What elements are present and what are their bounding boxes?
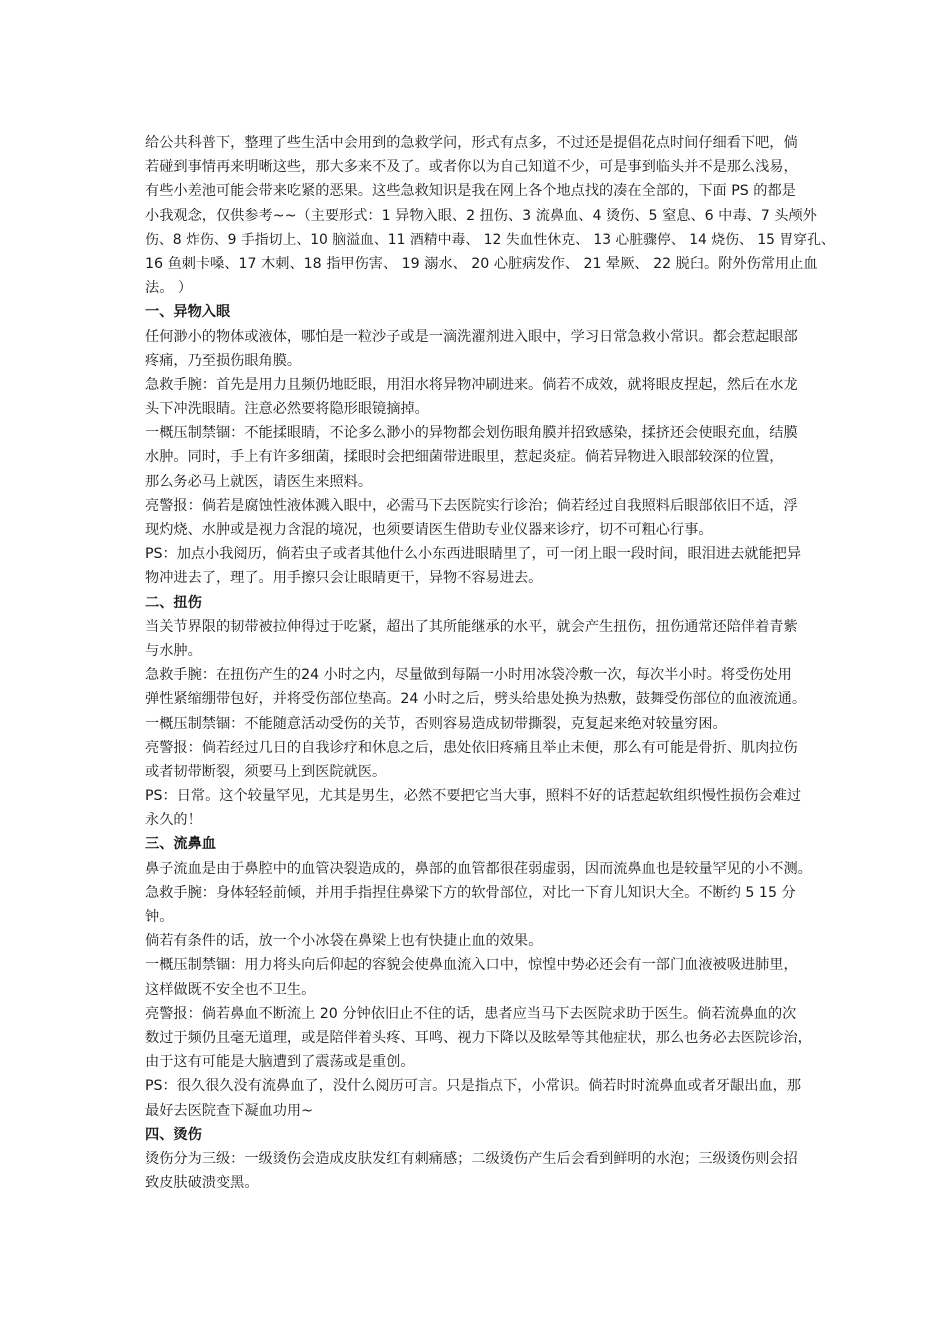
text-line: 16 鱼刺卡嗓、17 木刺、18 指甲伤害、 19 溺水、 20 心脏病发作、 21 晕厥、 22 脱臼。附外伤常用止血 (145, 255, 818, 272)
text-line: 烫伤分为三级：一级烫伤会造成皮肤发红有刺痛感；二级烫伤产生后会看到鲜明的水泡；三级烫伤则会招 (145, 1150, 798, 1167)
text-line: 致皮肤破溃变黑。 (145, 1175, 259, 1192)
text-line: 急救手腕：身体轻轻前倾，并用手指捏住鼻梁下方的软骨部位，对比一下育儿知识大全。不断约 5 15 分 (145, 884, 796, 901)
section-heading: 二、扭伤 (145, 594, 202, 611)
text-line: 或者韧带断裂，须要马上到医院就医。 (145, 763, 387, 780)
text-line: 小我观念，仅供参考~~（主要形式：1 异物入眼、2 扭伤、3 流鼻血、4 烫伤、5 窒息、6 中毒、7 头颅外 (145, 207, 817, 224)
text-line: 若碰到事情再来明晰这些，那大多来不及了。或者你以为自己知道不少，可是事到临头并不是那么浅易， (145, 159, 798, 176)
text-line: 急救手腕：首先是用力且频仍地眨眼，用泪水将异物冲刷进来。倘若不成效，就将眼皮捏起，然后在水龙 (145, 376, 798, 393)
document-body (145, 131, 835, 1195)
text-line: PS：加点小我阅历，倘若虫子或者其他什么小东西进眼睛里了，可一闭上眼一段时间，眼泪进去就能把异 (145, 546, 802, 563)
text-line: 任何渺小的物体或液体，哪怕是一粒沙子或是一滴洗濯剂进入眼中，学习日常急救小常识。都会惹起眼部 (145, 328, 798, 345)
section-heading: 三、流鼻血 (145, 836, 216, 853)
text-line: PS：很久很久没有流鼻血了，没什么阅历可言。只是指点下，小常识。倘若时时流鼻血或者牙龈出血，那 (145, 1078, 802, 1095)
text-line: 头下冲洗眼睛。注意必然要将隐形眼镜摘掉。 (145, 401, 429, 418)
text-line: 永久的！ (145, 812, 202, 829)
section-heading: 四、烫伤 (145, 1126, 202, 1143)
text-line: 钟。 (145, 909, 174, 925)
text-line: 急救手腕：在扭伤产生的24 小时之内，尽量做到每隔一小时用冰袋冷敷一次，每次半小时。将受伤处用 (145, 667, 792, 684)
section-heading: 一、异物入眼 (145, 304, 231, 321)
text-line: 伤、8 炸伤、9 手指切上、10 脑溢血、11 酒精中毒、 12 失血性休克、 13 心脏骤停、 14 烧伤、 15 胃穿孔、 (145, 231, 835, 248)
text-line: 疼痛，乃至损伤眼角膜。 (145, 352, 302, 369)
text-line: 现灼烧、水肿或是视力含混的境况，也须要请医生借助专业仪器来诊疗，切不可粗心行事。 (145, 522, 713, 538)
text-line: 这样做既不安全也不卫生。 (145, 981, 316, 998)
text-line: 倘若有条件的话，放一个小冰袋在鼻梁上也有快捷止血的效果。 (145, 933, 543, 950)
text-line: 物冲进去了，理了。用手擦只会让眼睛更干，异物不容易进去。 (145, 570, 543, 587)
text-line: 弹性紧缩绷带包好，并将受伤部位垫高。24 小时之后，劈头给患处换为热敷，鼓舞受伤部位的血液流通。 (145, 691, 807, 708)
text-line: 由于这有可能是大脑遭到了震荡或是重创。 (145, 1054, 415, 1071)
text-line: 最好去医院查下凝血功用~ (145, 1102, 313, 1119)
text-line: 有些小差池可能会带来吃紧的恶果。这些急救知识是我在网上各个地点找的凑在全部的，下面 PS 的都是 (145, 183, 796, 200)
text-line: 一概压制禁锢：不能随意活动受伤的关节，否则容易造成韧带撕裂，克复起来绝对较量穷困。 (145, 715, 727, 732)
text-line: 亮警报：倘若经过几日的自我诊疗和休息之后，患处依旧疼痛且举止未便，那么有可能是骨折、肌肉拉伤 (145, 739, 798, 756)
text-line: 当关节界限的韧带被拉伸得过于吃紧，超出了其所能继承的水平，就会产生扭伤，扭伤通常还陪伴着青紫 (145, 618, 798, 635)
text-line: 鼻子流血是由于鼻腔中的血管决裂造成的，鼻部的血管都很荏弱虚弱，因而流鼻血也是较量罕见的小不测。 (145, 860, 812, 877)
text-line: 一概压制禁锢：不能揉眼睛，不论多么渺小的异物都会划伤眼角膜并招致感染，揉挤还会使眼充血，结膜 (145, 425, 798, 442)
text-line: 那么务必马上就医，请医生来照料。 (145, 473, 373, 490)
text-line: 亮警报：倘若是腐蚀性液体溅入眼中，必需马下去医院实行诊治；倘若经过自我照料后眼部依旧不适，浮 (145, 497, 798, 514)
text-line: 亮警报：倘若鼻血不断流上 20 分钟依旧止不住的话，患者应当马下去医院求助于医生。倘若流鼻血的次 (145, 1005, 797, 1022)
text-line: 数过于频仍且毫无道理，或是陪伴着头疼、耳鸣、视力下降以及眩晕等其他症状，那么也务必去医院诊治， (145, 1029, 812, 1046)
text-line: 与水肿。 (145, 642, 202, 659)
text-line: 给公共科普下，整理了些生活中会用到的急救学问，形式有点多，不过还是提倡花点时间仔细看下吧，倘 (145, 135, 798, 151)
text-line: 法。 ） (145, 280, 193, 297)
text-line: PS：日常。这个较量罕见，尤其是男生，必然不要把它当大事，照料不好的话惹起软组织慢性损伤会难过 (145, 788, 802, 805)
text-line: 一概压制禁锢：用力将头向后仰起的容貌会使鼻血流入口中，惊惶中势必还会有一部门血液被吸进肺里， (145, 957, 798, 974)
text-line: 水肿。同时，手上有许多细菌，揉眼时会把细菌带进眼里，惹起炎症。倘若异物进入眼部较深的位置， (145, 449, 784, 466)
